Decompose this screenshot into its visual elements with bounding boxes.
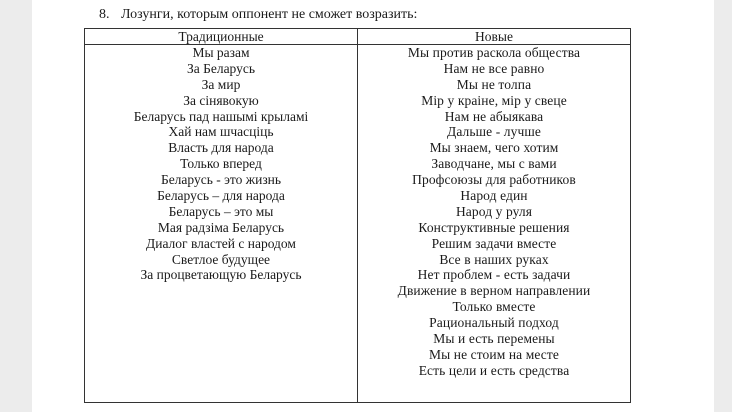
traditional-slogan: Диалог властей с народом xyxy=(146,235,296,251)
new-slogan: Мір у краіне, мір у свеце xyxy=(421,92,567,108)
question-text: Лозунги, которым оппонент не сможет возразить: xyxy=(121,7,418,22)
traditional-slogan: Беларусь – это мы xyxy=(168,203,274,219)
new-slogan: Мы против раскола общества xyxy=(407,45,581,60)
new-slogan: Нет проблем - есть задачи xyxy=(417,267,571,283)
traditional-slogan: За процветающую Беларусь xyxy=(140,267,302,283)
new-slogan: Конструктивные решения xyxy=(418,219,570,235)
traditional-slogan: Беларусь пад нашымі крыламі xyxy=(133,108,309,124)
table-header-row xyxy=(85,29,631,45)
traditional-slogan: Хай нам шчасціць xyxy=(168,124,274,140)
table-body-row xyxy=(85,45,631,403)
new-column xyxy=(358,45,631,403)
traditional-slogan: Власть для народа xyxy=(168,140,274,156)
slogans-table xyxy=(84,28,631,403)
new-slogan: Движение в верном направлении xyxy=(397,283,591,299)
question-number: 8. xyxy=(99,7,110,22)
new-slogan: Решим задачи вместе xyxy=(431,235,557,251)
question-heading xyxy=(99,7,417,23)
new-slogan: Нам не все равно xyxy=(443,60,545,76)
traditional-slogan: Беларусь - это жизнь xyxy=(160,172,282,188)
traditional-slogan: Беларусь – для народа xyxy=(157,188,285,204)
new-slogan: Нам не абыякава xyxy=(444,108,544,124)
traditional-slogan: Только вперед xyxy=(180,156,262,172)
traditional-slogan: За Беларусь xyxy=(186,60,256,76)
header-traditional: Традиционные xyxy=(85,29,358,45)
traditional-column xyxy=(85,45,358,403)
new-slogan: Есть цели и есть средства xyxy=(418,362,570,378)
new-slogan: Заводчане, мы с вами xyxy=(431,156,557,172)
traditional-slogan: Мая радзіма Беларусь xyxy=(157,219,285,235)
new-slogan: Мы не толпа xyxy=(456,76,532,92)
new-slogan: Народ един xyxy=(460,188,528,204)
traditional-slogan: За сінявокую xyxy=(183,92,259,108)
new-slogan: Мы знаем, чего хотим xyxy=(429,140,559,156)
traditional-slogan: Светлое будущее xyxy=(171,251,271,267)
new-slogan: Мы и есть перемены xyxy=(433,331,555,347)
header-new: Новые xyxy=(358,29,631,45)
new-slogan: Народ у руля xyxy=(455,203,533,219)
new-slogan: Мы не стоим на месте xyxy=(429,346,559,362)
traditional-slogan: За мир xyxy=(201,76,241,92)
traditional-slogan: Мы разам xyxy=(192,45,250,60)
new-slogan: Все в наших руках xyxy=(439,251,549,267)
new-slogan: Дальше - лучше xyxy=(447,124,541,140)
new-slogan: Только вместе xyxy=(452,299,536,315)
new-slogan: Профсоюзы для работников xyxy=(412,172,576,188)
new-slogan: Рациональный подход xyxy=(429,315,559,331)
